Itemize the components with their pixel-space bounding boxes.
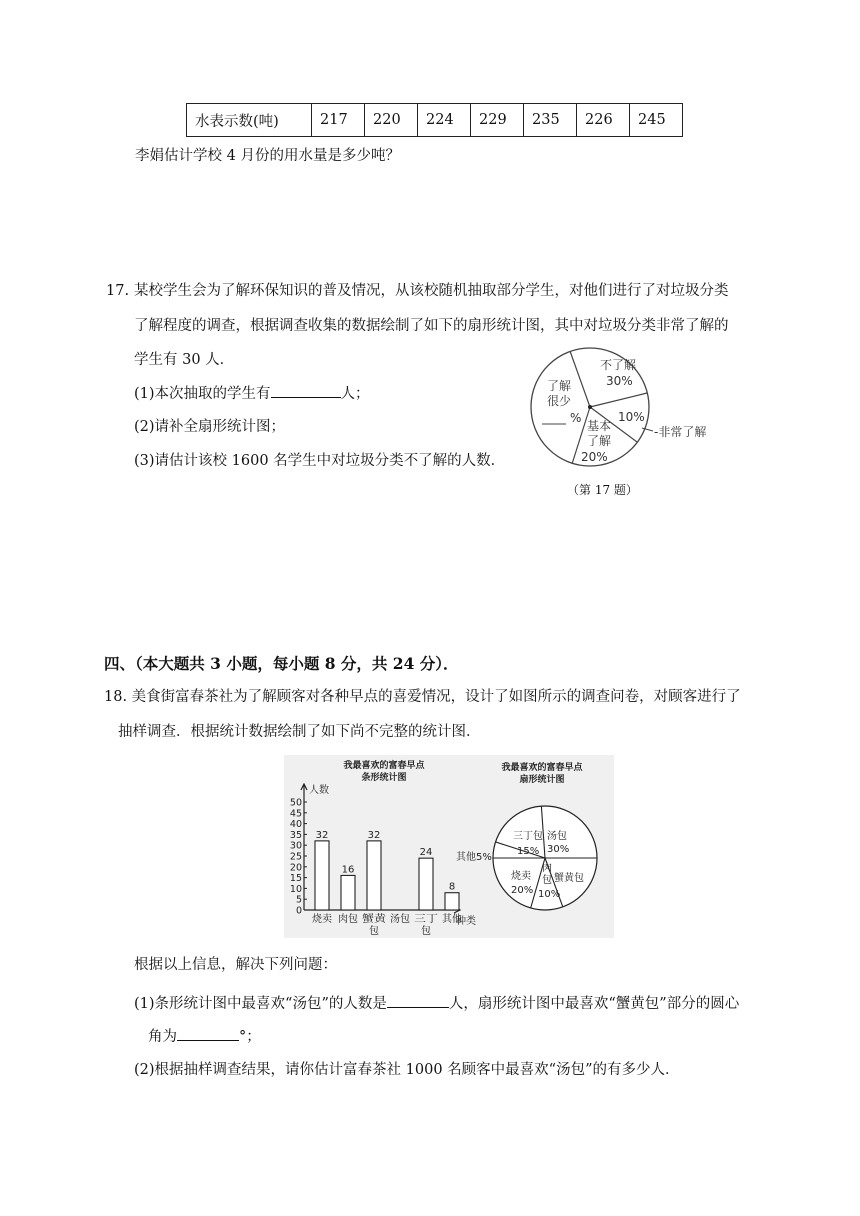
y-tick-label: 25 (289, 851, 302, 863)
y-tick-label: 45 (289, 808, 302, 820)
x-axis-label: 种类 (456, 916, 476, 927)
y-tick-label: 0 (295, 905, 302, 917)
y-tick-label: 30 (289, 840, 302, 852)
pie-slice-value: 15% (517, 846, 540, 857)
pie-label: 30% (606, 374, 633, 388)
q18-sub2: (2)根据抽样调查结果，请你估计富春茶社 1000 名顾客中最喜欢“汤包”的有多少人． (134, 1062, 680, 1078)
pie-center (588, 405, 592, 409)
figure-caption: （第 17 题） (567, 483, 638, 497)
table-cell: 235 (524, 104, 577, 137)
bar-value-label: 8 (448, 881, 456, 893)
bar-value-label: 32 (367, 829, 381, 841)
pie-label: 20% (581, 450, 608, 464)
pie-slice-label: 包 (542, 875, 552, 886)
bar (341, 875, 355, 910)
q17-sub1-unit: 人； (340, 386, 370, 402)
q17-sub3: (3)请估计该校 1600 名学生中对垃圾分类不了解的人数． (134, 453, 506, 469)
q18-info: 根据以上信息，解决下列问题： (134, 957, 337, 973)
pie-divider (570, 351, 590, 407)
x-tick-label: 汤包 (390, 914, 410, 925)
q18-sub1-cont (148, 1026, 261, 1047)
q18-line2: 抽样调查．根据统计数据绘制了如下尚不完整的统计图． (118, 724, 481, 740)
q16-question: 李娟估计学校 4 月份的用水量是多少吨？ (135, 148, 400, 164)
q17-line3: 学生有 30 人． (134, 352, 235, 368)
q17-pie-chart (520, 340, 720, 500)
pie-slice-label: 蟹黄包 (554, 873, 584, 884)
y-tick-label: 20 (289, 862, 302, 874)
x-tick-label: 肉包 (338, 914, 358, 925)
q18-line1: 18. 美食街富春茶社为了解顾客对各种早点的喜爱情况，设计了如图所示的调查问卷，对顾客进行了 (104, 689, 741, 705)
answer-blank[interactable] (177, 1026, 239, 1041)
pie-slice-value: 20% (511, 885, 534, 896)
q18-sub1-text-b: 人，扇形统计图中最喜欢“蟹黄包”部分的圆心 (448, 996, 740, 1012)
pie-slice-label: 汤包 (547, 831, 567, 842)
q17-sub1-text: (1)本次抽取的学生有 (134, 386, 271, 402)
table-cell: 224 (418, 104, 471, 137)
bar (445, 893, 459, 910)
bar-chart-title: 我最喜欢的富春早点 (343, 761, 425, 771)
q17-line1: 某校学生会为了解环保知识的普及情况，从该校随机抽取部分学生，对他们进行了对垃圾分类 (134, 283, 729, 299)
bar-chart (284, 755, 484, 938)
bar (367, 841, 381, 910)
x-tick-label: 蟹黄 (362, 914, 382, 925)
pie-label: -非常了解 (654, 425, 707, 439)
table-cell: 220 (365, 104, 418, 137)
y-axis-label: 人数 (309, 785, 329, 796)
table-cell: 245 (630, 104, 683, 137)
pie-chart-title: 我最喜欢的富春早点 (501, 763, 583, 773)
table-header-cell: 水表示数(吨) (187, 104, 312, 137)
x-tick-label: 烧卖 (312, 914, 332, 925)
bar-chart-subtitle: 条形统计图 (361, 773, 407, 783)
y-tick-label: 10 (289, 883, 302, 895)
x-tick-label-cont: 包 (369, 926, 379, 937)
x-tick-label-cont: 包 (421, 926, 431, 937)
q18-sub1-text-d: °； (239, 1029, 261, 1045)
pie-label: 不了解 (600, 358, 637, 372)
pie-slice-label: 肉 (542, 863, 552, 874)
bar (419, 858, 433, 910)
q18-sub1-text-c: 角为 (148, 1029, 177, 1045)
q17-line2: 了解程度的调查，根据调查收集的数据绘制了如下的扇形统计图，其中对垃圾分类非常了解的 (134, 318, 729, 334)
pie-slice-label: 其他5% (456, 852, 492, 863)
y-tick-label: 50 (289, 797, 302, 809)
pie-label: 10% (618, 410, 645, 424)
pie-label: 了解 (547, 379, 572, 393)
pie-chart-18 (456, 755, 614, 938)
water-meter-table (186, 103, 683, 137)
pie-label: 很少 (547, 394, 572, 408)
x-tick-label: 其他 (442, 914, 462, 925)
q17-sub2: (2)请补全扇形统计图； (134, 419, 286, 435)
pie-label: 了解 (587, 434, 612, 448)
bar-value-label: 24 (419, 847, 433, 859)
bar-value-label: 32 (315, 829, 329, 841)
answer-blank[interactable] (387, 993, 449, 1008)
pie-chart-subtitle: 扇形统计图 (519, 775, 565, 785)
pie-divider (590, 393, 647, 407)
pie-label: % (570, 411, 582, 425)
pie-label: 基本 (587, 419, 612, 433)
y-tick-label: 15 (289, 873, 302, 885)
pie-slice-value: 30% (547, 844, 570, 855)
pie-slice-label: 烧卖 (511, 871, 531, 882)
q18-sub1-text-a: (1)条形统计图中最喜欢“汤包”的人数是 (134, 996, 387, 1012)
bar-value-label: 16 (341, 864, 355, 876)
x-tick-label: 三丁 (414, 914, 434, 925)
y-tick-label: 5 (295, 894, 302, 906)
table-cell: 226 (577, 104, 630, 137)
table-cell: 229 (471, 104, 524, 137)
y-tick-label: 40 (289, 819, 302, 831)
table-row (187, 104, 683, 137)
answer-blank[interactable] (271, 383, 341, 398)
table-cell: 217 (312, 104, 365, 137)
q17-number: 17. (106, 283, 130, 299)
pie-slice-value: 10% (538, 889, 561, 900)
bar (315, 841, 329, 910)
q18-sub1 (134, 993, 739, 1014)
pie-slice-label: 三丁包 (513, 831, 543, 842)
q17-sub1 (134, 383, 370, 404)
y-tick-label: 35 (289, 829, 302, 841)
section-heading: 四、（本大题共 3 小题，每小题 8 分，共 24 分）． (104, 654, 459, 673)
